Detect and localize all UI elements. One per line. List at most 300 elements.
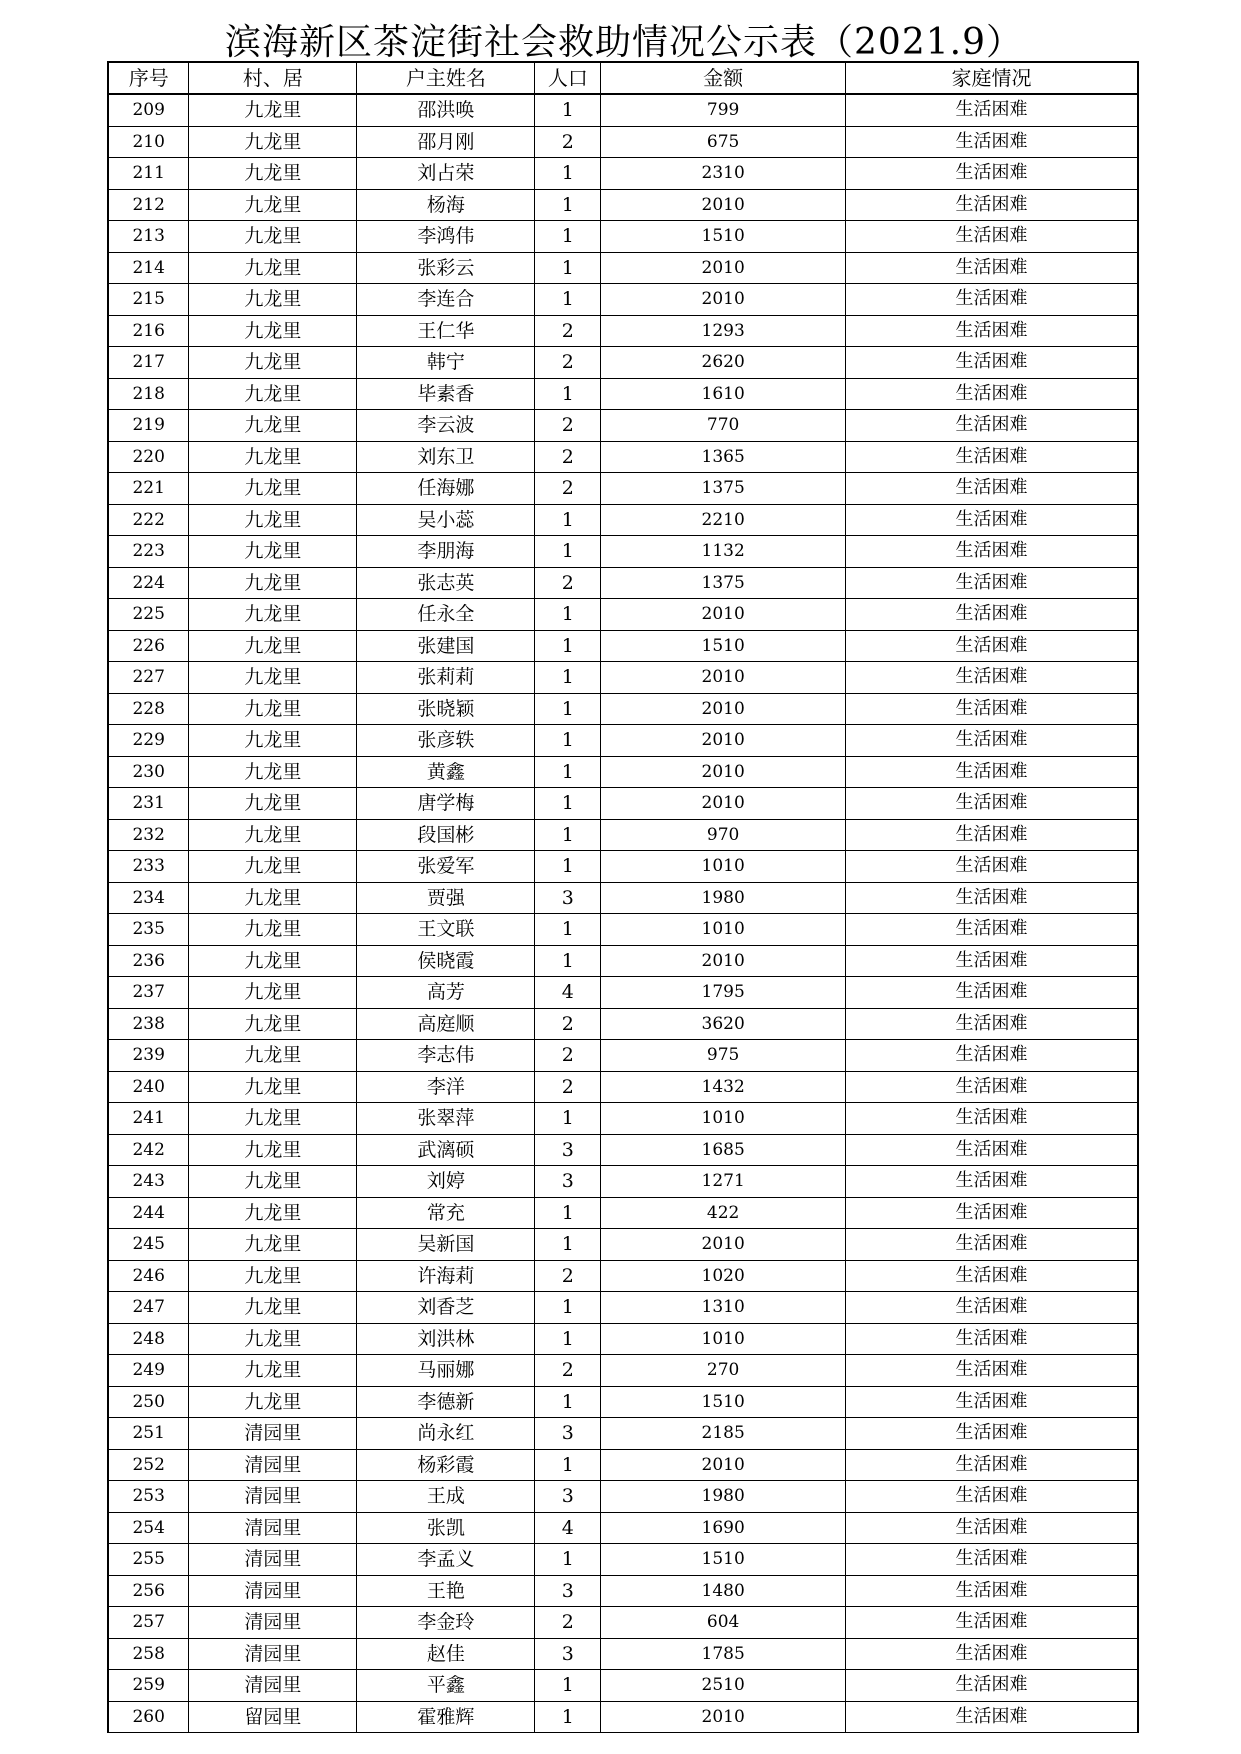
table-row — [108, 1260, 1138, 1292]
cell-village: 九龙里 — [189, 473, 357, 505]
cell-people: 1 — [535, 1103, 601, 1135]
cell-village: 九龙里 — [189, 851, 357, 883]
cell-name: 黄鑫 — [357, 756, 535, 788]
cell-people: 2 — [535, 1040, 601, 1072]
cell-situation: 生活困难 — [846, 473, 1138, 505]
cell-seq: 217 — [108, 347, 189, 379]
cell-village: 九龙里 — [189, 347, 357, 379]
table-row — [108, 1040, 1138, 1072]
cell-people: 2 — [535, 567, 601, 599]
cell-amount: 1690 — [601, 1512, 846, 1544]
cell-situation: 生活困难 — [846, 1323, 1138, 1355]
cell-situation: 生活困难 — [846, 347, 1138, 379]
cell-village: 九龙里 — [189, 536, 357, 568]
table-row — [108, 536, 1138, 568]
cell-name: 李连合 — [357, 284, 535, 316]
cell-amount: 1795 — [601, 977, 846, 1009]
table-row — [108, 693, 1138, 725]
cell-seq: 235 — [108, 914, 189, 946]
cell-amount: 2185 — [601, 1418, 846, 1450]
cell-people: 1 — [535, 914, 601, 946]
cell-seq: 259 — [108, 1670, 189, 1702]
cell-situation: 生活困难 — [846, 504, 1138, 536]
table-row — [108, 441, 1138, 473]
cell-amount: 1010 — [601, 851, 846, 883]
header-row — [108, 62, 1138, 94]
table-row — [108, 1512, 1138, 1544]
cell-amount: 1432 — [601, 1071, 846, 1103]
table-row — [108, 1197, 1138, 1229]
cell-name: 王仁华 — [357, 315, 535, 347]
cell-village: 九龙里 — [189, 252, 357, 284]
cell-amount: 1980 — [601, 1481, 846, 1513]
cell-village: 九龙里 — [189, 1355, 357, 1387]
table-body — [108, 94, 1138, 1733]
cell-seq: 227 — [108, 662, 189, 694]
cell-people: 1 — [535, 788, 601, 820]
cell-amount: 975 — [601, 1040, 846, 1072]
table-row — [108, 1575, 1138, 1607]
cell-people: 1 — [535, 1292, 601, 1324]
cell-amount: 2010 — [601, 1229, 846, 1261]
cell-village: 清园里 — [189, 1544, 357, 1576]
cell-people: 1 — [535, 851, 601, 883]
cell-people: 1 — [535, 1701, 601, 1733]
cell-village: 清园里 — [189, 1449, 357, 1481]
cell-name: 张莉莉 — [357, 662, 535, 694]
cell-village: 九龙里 — [189, 882, 357, 914]
cell-amount: 2010 — [601, 1449, 846, 1481]
cell-village: 九龙里 — [189, 788, 357, 820]
cell-situation: 生活困难 — [846, 567, 1138, 599]
cell-name: 王艳 — [357, 1575, 535, 1607]
cell-village: 九龙里 — [189, 410, 357, 442]
cell-name: 尚永红 — [357, 1418, 535, 1450]
cell-situation: 生活困难 — [846, 662, 1138, 694]
cell-seq: 219 — [108, 410, 189, 442]
cell-people: 2 — [535, 410, 601, 442]
cell-situation: 生活困难 — [846, 851, 1138, 883]
cell-amount: 1510 — [601, 1386, 846, 1418]
table-row — [108, 1701, 1138, 1733]
cell-amount: 1610 — [601, 378, 846, 410]
cell-amount: 970 — [601, 819, 846, 851]
cell-seq: 237 — [108, 977, 189, 1009]
table-row — [108, 1607, 1138, 1639]
cell-name: 杨彩霞 — [357, 1449, 535, 1481]
cell-people: 2 — [535, 1260, 601, 1292]
cell-seq: 257 — [108, 1607, 189, 1639]
cell-village: 九龙里 — [189, 567, 357, 599]
cell-village: 九龙里 — [189, 1197, 357, 1229]
cell-people: 3 — [535, 1166, 601, 1198]
cell-situation: 生活困难 — [846, 630, 1138, 662]
cell-amount: 1375 — [601, 473, 846, 505]
cell-village: 九龙里 — [189, 1166, 357, 1198]
table-row — [108, 977, 1138, 1009]
cell-seq: 216 — [108, 315, 189, 347]
cell-situation: 生活困难 — [846, 1544, 1138, 1576]
cell-amount: 2010 — [601, 693, 846, 725]
cell-name: 常充 — [357, 1197, 535, 1229]
cell-seq: 247 — [108, 1292, 189, 1324]
cell-name: 侯晓霞 — [357, 945, 535, 977]
cell-people: 1 — [535, 158, 601, 190]
cell-amount: 1010 — [601, 914, 846, 946]
cell-situation: 生活困难 — [846, 1355, 1138, 1387]
cell-situation: 生活困难 — [846, 378, 1138, 410]
cell-name: 许海莉 — [357, 1260, 535, 1292]
cell-amount: 1510 — [601, 221, 846, 253]
cell-people: 1 — [535, 599, 601, 631]
cell-name: 王成 — [357, 1481, 535, 1513]
cell-seq: 228 — [108, 693, 189, 725]
cell-village: 九龙里 — [189, 189, 357, 221]
table-row — [108, 1638, 1138, 1670]
cell-amount: 422 — [601, 1197, 846, 1229]
cell-name: 任永全 — [357, 599, 535, 631]
cell-name: 李德新 — [357, 1386, 535, 1418]
table-row — [108, 315, 1138, 347]
cell-situation: 生活困难 — [846, 1512, 1138, 1544]
cell-people: 2 — [535, 473, 601, 505]
cell-situation: 生活困难 — [846, 189, 1138, 221]
cell-situation: 生活困难 — [846, 126, 1138, 158]
cell-village: 九龙里 — [189, 1292, 357, 1324]
cell-name: 刘婷 — [357, 1166, 535, 1198]
cell-name: 段国彬 — [357, 819, 535, 851]
table-row — [108, 756, 1138, 788]
cell-village: 九龙里 — [189, 504, 357, 536]
cell-people: 3 — [535, 1575, 601, 1607]
cell-people: 1 — [535, 662, 601, 694]
cell-amount: 1480 — [601, 1575, 846, 1607]
cell-people: 1 — [535, 221, 601, 253]
cell-name: 张凯 — [357, 1512, 535, 1544]
cell-village: 九龙里 — [189, 599, 357, 631]
cell-seq: 238 — [108, 1008, 189, 1040]
table-row — [108, 945, 1138, 977]
table-row — [108, 851, 1138, 883]
cell-seq: 254 — [108, 1512, 189, 1544]
cell-seq: 233 — [108, 851, 189, 883]
cell-situation: 生活困难 — [846, 1701, 1138, 1733]
table-row — [108, 725, 1138, 757]
table-row — [108, 1166, 1138, 1198]
cell-name: 吴小蕊 — [357, 504, 535, 536]
table-row — [108, 1449, 1138, 1481]
cell-amount: 2010 — [601, 252, 846, 284]
cell-situation: 生活困难 — [846, 1166, 1138, 1198]
cell-village: 九龙里 — [189, 1008, 357, 1040]
cell-village: 九龙里 — [189, 126, 357, 158]
table-row — [108, 94, 1138, 126]
cell-situation: 生活困难 — [846, 756, 1138, 788]
cell-seq: 255 — [108, 1544, 189, 1576]
cell-amount: 2010 — [601, 1701, 846, 1733]
table-row — [108, 158, 1138, 190]
cell-village: 清园里 — [189, 1670, 357, 1702]
cell-situation: 生活困难 — [846, 1449, 1138, 1481]
cell-situation: 生活困难 — [846, 94, 1138, 126]
cell-name: 张彦轶 — [357, 725, 535, 757]
cell-name: 高庭顺 — [357, 1008, 535, 1040]
cell-situation: 生活困难 — [846, 284, 1138, 316]
cell-village: 九龙里 — [189, 1134, 357, 1166]
cell-situation: 生活困难 — [846, 599, 1138, 631]
cell-situation: 生活困难 — [846, 945, 1138, 977]
cell-name: 平鑫 — [357, 1670, 535, 1702]
cell-amount: 1020 — [601, 1260, 846, 1292]
cell-people: 2 — [535, 1071, 601, 1103]
cell-village: 九龙里 — [189, 945, 357, 977]
cell-amount: 1785 — [601, 1638, 846, 1670]
cell-seq: 211 — [108, 158, 189, 190]
cell-situation: 生活困难 — [846, 693, 1138, 725]
cell-amount: 1510 — [601, 630, 846, 662]
cell-name: 吴新国 — [357, 1229, 535, 1261]
table-row — [108, 1292, 1138, 1324]
cell-name: 李朋海 — [357, 536, 535, 568]
cell-situation: 生活困难 — [846, 1575, 1138, 1607]
cell-amount: 1010 — [601, 1103, 846, 1135]
cell-people: 3 — [535, 1134, 601, 1166]
cell-seq: 226 — [108, 630, 189, 662]
cell-situation: 生活困难 — [846, 1040, 1138, 1072]
cell-amount: 1375 — [601, 567, 846, 599]
cell-seq: 243 — [108, 1166, 189, 1198]
cell-people: 1 — [535, 1323, 601, 1355]
cell-people: 1 — [535, 1229, 601, 1261]
header-situation: 家庭情况 — [846, 62, 1138, 94]
cell-name: 杨海 — [357, 189, 535, 221]
cell-amount: 1271 — [601, 1166, 846, 1198]
table-row — [108, 189, 1138, 221]
cell-people: 1 — [535, 819, 601, 851]
cell-name: 刘东卫 — [357, 441, 535, 473]
header-seq: 序号 — [108, 62, 189, 94]
cell-people: 1 — [535, 630, 601, 662]
table-row — [108, 378, 1138, 410]
cell-situation: 生活困难 — [846, 977, 1138, 1009]
cell-situation: 生活困难 — [846, 252, 1138, 284]
cell-people: 1 — [535, 1449, 601, 1481]
cell-village: 九龙里 — [189, 1040, 357, 1072]
header-name: 户主姓名 — [357, 62, 535, 94]
cell-seq: 250 — [108, 1386, 189, 1418]
cell-village: 九龙里 — [189, 441, 357, 473]
cell-seq: 251 — [108, 1418, 189, 1450]
cell-seq: 248 — [108, 1323, 189, 1355]
cell-village: 九龙里 — [189, 977, 357, 1009]
cell-name: 张彩云 — [357, 252, 535, 284]
cell-village: 九龙里 — [189, 756, 357, 788]
cell-situation: 生活困难 — [846, 158, 1138, 190]
cell-people: 3 — [535, 882, 601, 914]
cell-seq: 230 — [108, 756, 189, 788]
table-row — [108, 1103, 1138, 1135]
table-row — [108, 284, 1138, 316]
table-row — [108, 1386, 1138, 1418]
cell-seq: 229 — [108, 725, 189, 757]
cell-seq: 236 — [108, 945, 189, 977]
cell-seq: 222 — [108, 504, 189, 536]
cell-situation: 生活困难 — [846, 788, 1138, 820]
cell-village: 清园里 — [189, 1481, 357, 1513]
cell-village: 清园里 — [189, 1607, 357, 1639]
cell-situation: 生活困难 — [846, 914, 1138, 946]
cell-name: 张建国 — [357, 630, 535, 662]
cell-people: 1 — [535, 725, 601, 757]
cell-situation: 生活困难 — [846, 1197, 1138, 1229]
cell-people: 2 — [535, 315, 601, 347]
cell-situation: 生活困难 — [846, 1638, 1138, 1670]
cell-name: 李云波 — [357, 410, 535, 442]
cell-situation: 生活困难 — [846, 1229, 1138, 1261]
cell-people: 1 — [535, 536, 601, 568]
table-row — [108, 788, 1138, 820]
cell-name: 李孟义 — [357, 1544, 535, 1576]
cell-seq: 209 — [108, 94, 189, 126]
cell-people: 2 — [535, 126, 601, 158]
cell-situation: 生活困难 — [846, 882, 1138, 914]
table-row — [108, 1071, 1138, 1103]
cell-situation: 生活困难 — [846, 1134, 1138, 1166]
relief-table — [107, 61, 1139, 1733]
table-row — [108, 1323, 1138, 1355]
cell-village: 九龙里 — [189, 1323, 357, 1355]
cell-situation: 生活困难 — [846, 1260, 1138, 1292]
cell-village: 九龙里 — [189, 221, 357, 253]
cell-people: 2 — [535, 1607, 601, 1639]
cell-people: 3 — [535, 1418, 601, 1450]
cell-situation: 生活困难 — [846, 536, 1138, 568]
cell-people: 1 — [535, 945, 601, 977]
cell-seq: 213 — [108, 221, 189, 253]
cell-village: 九龙里 — [189, 284, 357, 316]
table-row — [108, 1134, 1138, 1166]
cell-seq: 242 — [108, 1134, 189, 1166]
cell-amount: 1510 — [601, 1544, 846, 1576]
cell-situation: 生活困难 — [846, 1418, 1138, 1450]
cell-situation: 生活困难 — [846, 1386, 1138, 1418]
cell-amount: 1293 — [601, 315, 846, 347]
table-row — [108, 914, 1138, 946]
cell-amount: 770 — [601, 410, 846, 442]
cell-amount: 2010 — [601, 662, 846, 694]
cell-amount: 2010 — [601, 284, 846, 316]
cell-seq: 215 — [108, 284, 189, 316]
cell-amount: 1980 — [601, 882, 846, 914]
table-row — [108, 252, 1138, 284]
cell-village: 九龙里 — [189, 1260, 357, 1292]
cell-name: 刘洪林 — [357, 1323, 535, 1355]
cell-name: 霍雅辉 — [357, 1701, 535, 1733]
cell-seq: 225 — [108, 599, 189, 631]
cell-people: 4 — [535, 1512, 601, 1544]
cell-seq: 260 — [108, 1701, 189, 1733]
cell-name: 张晓颖 — [357, 693, 535, 725]
table-row — [108, 1008, 1138, 1040]
cell-situation: 生活困难 — [846, 441, 1138, 473]
page-title: 滨海新区茶淀街社会救助情况公示表（2021.9） — [225, 22, 1023, 63]
cell-village: 九龙里 — [189, 1103, 357, 1135]
cell-village: 九龙里 — [189, 1229, 357, 1261]
cell-amount: 2010 — [601, 599, 846, 631]
cell-situation: 生活困难 — [846, 315, 1138, 347]
cell-amount: 2620 — [601, 347, 846, 379]
cell-situation: 生活困难 — [846, 1292, 1138, 1324]
cell-situation: 生活困难 — [846, 1008, 1138, 1040]
cell-village: 九龙里 — [189, 158, 357, 190]
cell-name: 刘香芝 — [357, 1292, 535, 1324]
cell-seq: 246 — [108, 1260, 189, 1292]
cell-seq: 223 — [108, 536, 189, 568]
cell-village: 清园里 — [189, 1575, 357, 1607]
header-people: 人口 — [535, 62, 601, 94]
cell-amount: 675 — [601, 126, 846, 158]
table-row — [108, 599, 1138, 631]
cell-situation: 生活困难 — [846, 1481, 1138, 1513]
cell-people: 1 — [535, 378, 601, 410]
cell-name: 贾强 — [357, 882, 535, 914]
table-row — [108, 347, 1138, 379]
cell-situation: 生活困难 — [846, 1670, 1138, 1702]
table-row — [108, 126, 1138, 158]
cell-name: 唐学梅 — [357, 788, 535, 820]
cell-amount: 3620 — [601, 1008, 846, 1040]
cell-village: 九龙里 — [189, 1386, 357, 1418]
cell-name: 任海娜 — [357, 473, 535, 505]
cell-seq: 231 — [108, 788, 189, 820]
cell-name: 李金玲 — [357, 1607, 535, 1639]
cell-village: 九龙里 — [189, 315, 357, 347]
cell-seq: 221 — [108, 473, 189, 505]
table-row — [108, 882, 1138, 914]
cell-name: 毕素香 — [357, 378, 535, 410]
table-row — [108, 1355, 1138, 1387]
cell-people: 2 — [535, 441, 601, 473]
cell-people: 1 — [535, 693, 601, 725]
table-row — [108, 221, 1138, 253]
cell-amount: 1365 — [601, 441, 846, 473]
cell-seq: 258 — [108, 1638, 189, 1670]
cell-village: 留园里 — [189, 1701, 357, 1733]
table-row — [108, 473, 1138, 505]
cell-name: 李洋 — [357, 1071, 535, 1103]
cell-name: 马丽娜 — [357, 1355, 535, 1387]
cell-people: 3 — [535, 1481, 601, 1513]
cell-village: 九龙里 — [189, 914, 357, 946]
cell-village: 九龙里 — [189, 725, 357, 757]
cell-seq: 218 — [108, 378, 189, 410]
cell-situation: 生活困难 — [846, 819, 1138, 851]
cell-people: 3 — [535, 1638, 601, 1670]
cell-situation: 生活困难 — [846, 410, 1138, 442]
cell-amount: 1010 — [601, 1323, 846, 1355]
cell-village: 清园里 — [189, 1638, 357, 1670]
cell-amount: 270 — [601, 1355, 846, 1387]
cell-amount: 2010 — [601, 725, 846, 757]
cell-seq: 256 — [108, 1575, 189, 1607]
cell-village: 九龙里 — [189, 693, 357, 725]
cell-name: 王文联 — [357, 914, 535, 946]
cell-seq: 232 — [108, 819, 189, 851]
table-row — [108, 630, 1138, 662]
cell-people: 1 — [535, 284, 601, 316]
cell-situation: 生活困难 — [846, 1103, 1138, 1135]
cell-people: 1 — [535, 94, 601, 126]
